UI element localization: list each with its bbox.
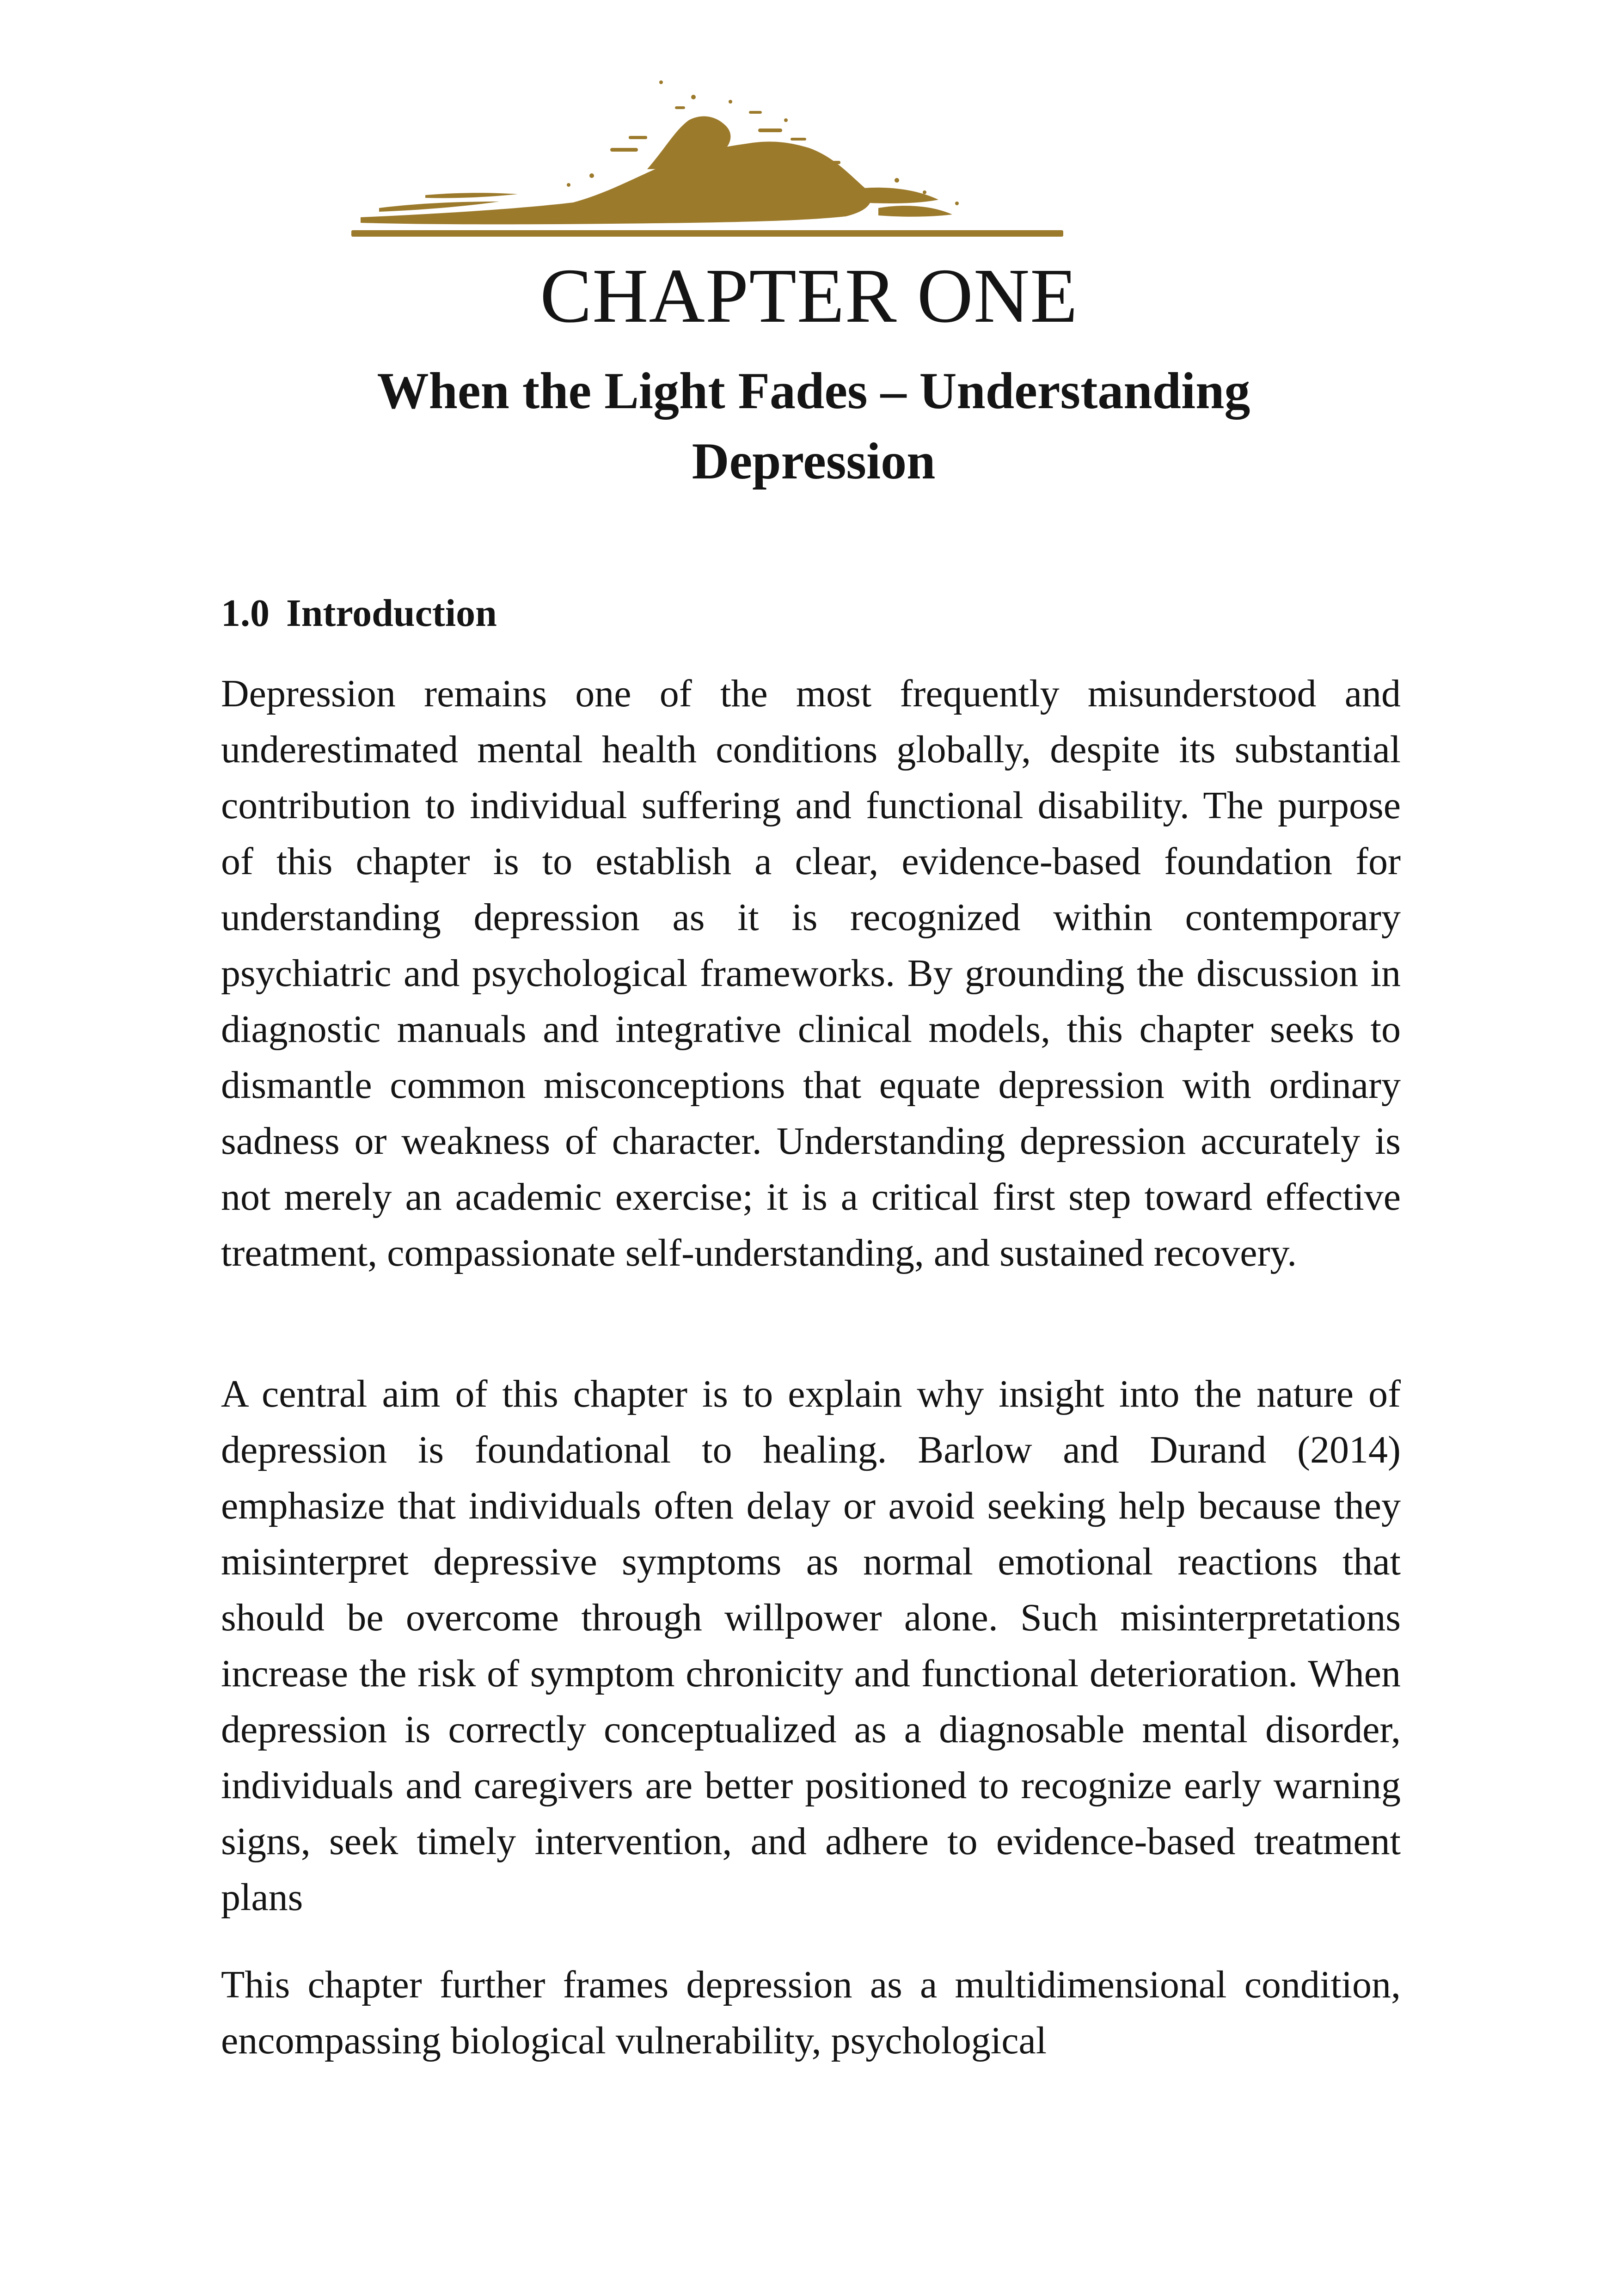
section-heading (221, 588, 497, 639)
section-number: 1.0 (221, 592, 270, 635)
body-paragraph: Depression remains one of the most frequently misunderstood and underestimated mental health conditions globally, despite its substantial contribution to individual suffering and functional disability. The purpose of this chapter is to establish a clear, evidence-based foundation for understanding depression as it is recognized within contemporary psychiatric and psychological frameworks. By grounding the discussion in diagnostic manuals and integrative clinical models, this chapter seeks to dismantle common misconceptions that equate depression with ordinary sadness or weakness of character. Understanding depression accurately is not merely an academic exercise; it is a critical first step toward effective treatment, compassionate self-understanding, and sustained recovery. (221, 672, 1401, 1274)
body-paragraph: A central aim of this chapter is to explain why insight into the nature of depression is foundational to healing. Barlow and Durand (2014) emphasize that individuals often delay or avoid seeking help because they misinterpret depressive symptoms as normal emotional reactions that should be overcome through willpower alone. Such misinterpretations increase the risk of symptom chronicity and functional deterioration. When depression is correctly conceptualized as a diagnosable mental disorder, individuals and caregivers are better positioned to recognize early warning signs, seek timely intervention, and adhere to evidence-based treatment plans (221, 1372, 1401, 1919)
chapter-subtitle: When the Light Fades – Understanding Depression (377, 362, 1250, 490)
gold-brushstroke-ornament-icon (351, 79, 1073, 250)
section-title: Introduction (286, 592, 497, 635)
body-paragraph: This chapter further frames depression as a multidimensional condition, encompassing biological vulnerability, psychological (221, 1963, 1401, 2062)
chapter-title: CHAPTER ONE (540, 253, 1078, 339)
